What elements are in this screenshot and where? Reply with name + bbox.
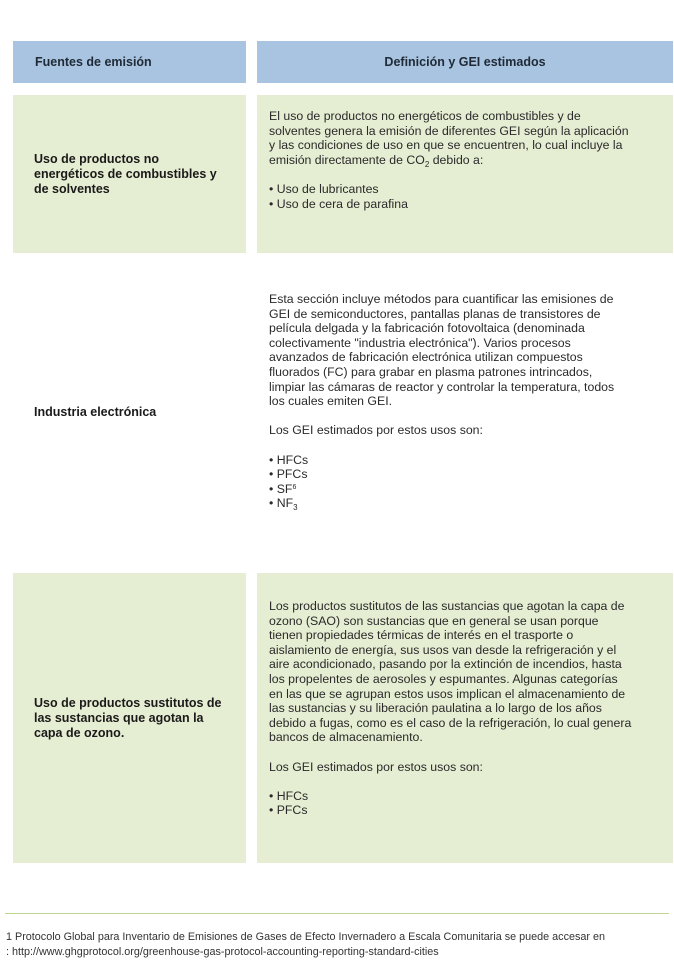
definition-line: Esta sección incluye métodos para cuantificar las emisiones de: [269, 292, 614, 306]
row-source-label: Uso de productos no energéticos de combustibles y de solventes: [34, 151, 217, 196]
row-source-ozone-substitutes: [13, 573, 246, 863]
definition-line: aire acondicionado, pasando por la extinción de incendios, hasta: [269, 657, 622, 672]
bullet-item: • PFCs: [269, 803, 308, 818]
definition-line: tienen propiedades térmicas de interés en el trasporte o: [269, 628, 574, 643]
footnote-line: 1 Protocolo Global para Inventario de Emisiones de Gases de Efecto Invernadero a Escala Comunitaria se puede accesar en: [6, 931, 605, 943]
row-definition-non-energy-products: [257, 95, 673, 253]
bullet-item: • HFCs: [269, 452, 309, 467]
definition-line: los propelentes de aerosoles y espumantes. Algunas categorías: [269, 671, 618, 686]
row-definition-electronics: [257, 259, 673, 566]
definition-line: y las condiciones de uso en que se encuentren, lo cual incluye la: [269, 138, 623, 153]
definition-text: [269, 109, 663, 211]
footnote: [6, 930, 670, 960]
definition-line: película delgada y la fabricación fotovoltaica (denominada: [269, 321, 585, 336]
header-definition: Definición y GEI estimados: [257, 41, 673, 83]
definition-line: colectivamente "industria electrónica"). Varios procesos: [269, 335, 571, 350]
definition-line: fluorados (FC) para grabar en plasma patrones intrincados,: [269, 364, 593, 379]
definition-line: avanzados de fabricación electrónica utilizan compuestos: [269, 350, 583, 365]
definition-line: GEI de semiconductores, pantallas planas de transistores de: [269, 306, 601, 321]
definition-line: los cuales emiten GEI.: [269, 394, 393, 409]
definition-line: Los productos sustitutos de las sustancias que agotan la capa de: [269, 599, 625, 613]
row-source-label: Uso de productos sustitutos de las sustancias que agotan la capa de ozono.: [34, 695, 222, 740]
definition-line: limpiar las cámaras de reactor y controlar la temperatura, todos: [269, 379, 615, 394]
definition-line: emisión directamente de $CO_2$ debido a:: [269, 152, 484, 169]
definition-line: bancos de almacenamiento.: [269, 730, 423, 745]
row-definition-ozone-substitutes: [257, 573, 673, 863]
definition-line: en las que se agrupan estos usos implican el almacenamiento de: [269, 686, 626, 701]
footnote-link[interactable]: : http://www.ghgprotocol.org/greenhouse-gas-protocol-accounting-reporting-standard-cities: [6, 946, 439, 958]
row-source-electronics: [13, 259, 246, 566]
estimated-ghg-intro: Los GEI estimados por estos usos son:: [269, 423, 483, 438]
bullet-item: • $SF^6$: [269, 481, 297, 496]
footnote-divider: [5, 913, 669, 914]
definition-line: solventes genera la emisión de diferentes GEI según la aplicación: [269, 123, 629, 138]
bullet-item: • Uso de lubricantes: [269, 181, 379, 196]
definition-text: [269, 292, 663, 511]
definition-line: El uso de productos no energéticos de combustibles y de: [269, 109, 581, 123]
bullet-item: • HFCs: [269, 788, 309, 803]
header-emission-sources: Fuentes de emisión: [13, 41, 246, 83]
definition-line: ozono (SAO) son sustancias que en general se usan porque: [269, 613, 599, 628]
definition-line: aislamiento de energía, sus usos van desde la refrigeración y el: [269, 642, 617, 657]
bullet-item: • Uso de cera de parafina: [269, 196, 408, 211]
bullet-item: • PFCs: [269, 467, 308, 482]
definition-text: [269, 599, 663, 818]
bullet-item: • $NF_3$: [269, 496, 298, 513]
estimated-ghg-intro: Los GEI estimados por estos usos son:: [269, 759, 483, 774]
definition-line: las sustancias y su liberación paulatina a lo largo de los años: [269, 701, 602, 716]
row-source-non-energy-products: [13, 95, 246, 253]
definition-line: debido a fugas, como es el caso de la refrigeración, lo cual genera: [269, 715, 632, 730]
row-source-label: Industria electrónica: [34, 405, 157, 419]
